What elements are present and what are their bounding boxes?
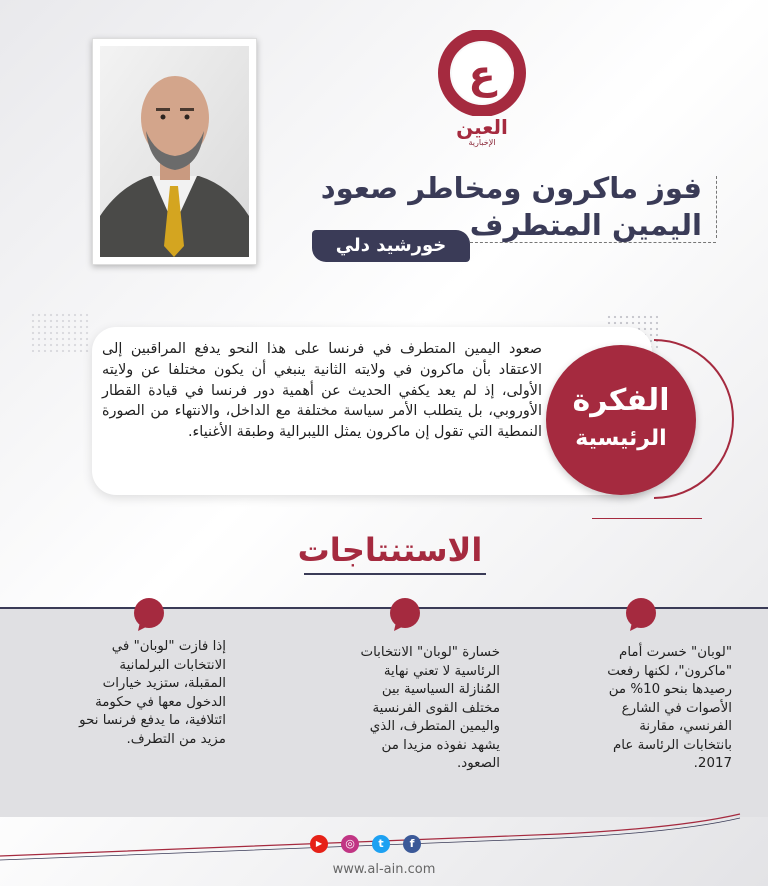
logo-mark-icon (436, 30, 528, 116)
conclusion-item-2: خسارة "لوبان" الانتخابات الرئاسية لا تعني نهاية المُنازلة السياسية بين مختلف القوى الفرنسية واليمين المتطرف، الذي يشهد نفوذه مزيدا من الصعود. (360, 645, 500, 771)
conclusion-item-3: إذا فازت "لوبان" في الانتخابات البرلمانية المقبلة، ستزيد خيارات الدخول معها في حكومة ائتلافية، ما يدفع فرنسا نحو مزيد من التطرف. (79, 639, 226, 747)
conclusions-underline (304, 573, 486, 575)
main-idea-badge (546, 345, 696, 495)
youtube-icon[interactable]: ▶ (310, 835, 328, 853)
brand-subtitle: الإخبارية (468, 138, 496, 147)
main-idea-underline (592, 518, 702, 519)
speech-bubble-icon (132, 598, 166, 632)
instagram-icon[interactable]: ◎ (341, 835, 359, 853)
main-idea-sublabel: الرئيسية (575, 426, 667, 451)
author-photo (100, 46, 249, 257)
brand-logo (436, 30, 528, 150)
website-url[interactable]: www.al-ain.com (332, 862, 436, 877)
speech-bubble-icon (624, 598, 658, 632)
logo-letter: ع (468, 52, 496, 98)
facebook-icon[interactable]: f (403, 835, 421, 853)
page-title: فوز ماكرون ومخاطر صعود اليمين المتطرف (320, 171, 702, 242)
title-divider-vertical (716, 176, 717, 238)
main-idea-text: صعود اليمين المتطرف في فرنسا على هذا النحو يدفع المراقبين إلى الاعتقاد بأن ماكرون في ولايته الثانية ينبغي أن يكون مختلفا عن ولايته الأولى، إذ لم يعد يكفي الحديث عن أهمية دور فرنسا في قيادة القطار الأوروبي، بل يتطلب الأمر سياسة مختلفة مع الداخل، والانتهاء من الصورة النمطية التي تقول إن ماكرون يمثل الليبرالية وطبقة الأغنياء. (102, 341, 542, 441)
author-photo-frame (92, 38, 257, 265)
author-badge: خورشيد دلي (312, 230, 470, 262)
dots-decoration (30, 312, 90, 352)
speech-bubble-icon (388, 598, 422, 632)
conclusions-title: الاستنتاجات (297, 531, 483, 569)
title-divider-horizontal (470, 242, 716, 243)
main-idea-label: الفكرة (572, 383, 670, 418)
twitter-icon[interactable]: t (372, 835, 390, 853)
brand-name: العين (456, 115, 508, 139)
conclusion-item-1: "لوبان" خسرت أمام "ماكرون"، لكنها رفعت رصيدها بنحو 10% من الأصوات في الشارع الفرنسي، مقارنة بانتخابات الرئاسة عام 2017. (607, 645, 732, 771)
